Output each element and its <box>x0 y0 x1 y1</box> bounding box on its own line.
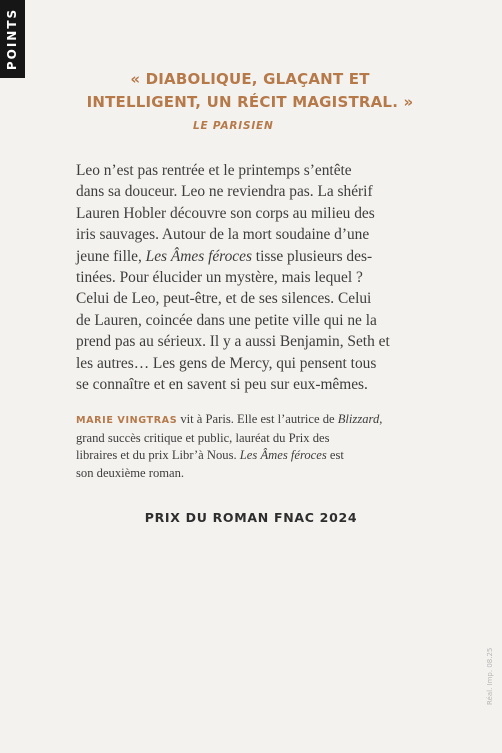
synopsis-line: se connaître et en savent si peu sur eux-mêmes. <box>76 376 368 394</box>
previous-book-title: Blizzard <box>337 412 380 426</box>
synopsis-text: jeune fille, <box>76 247 146 265</box>
award-line: PRIX DU ROMAN FNAC 2024 <box>144 510 358 525</box>
book-title: Les Âmes féroces <box>145 247 252 265</box>
synopsis <box>76 160 434 395</box>
bio-line <box>76 411 434 430</box>
bio-text: libraires et du prix Libr’à Nous. <box>76 448 240 462</box>
press-quote-source: LE PARISIEN <box>193 120 274 132</box>
synopsis-line <box>76 246 434 267</box>
publisher-logo-text: POINTS <box>5 7 19 71</box>
bio-text: , <box>379 412 383 426</box>
synopsis-line: Celui de Leo, peut-être, et de ses silences. Celui <box>76 290 372 308</box>
imprint-note: Réal. Imp. 08.25 <box>486 647 494 705</box>
book-title: Les Âmes féroces <box>239 448 327 462</box>
synopsis-line: les autres… Les gens de Mercy, qui pensent tous <box>76 354 377 372</box>
synopsis-line: dans sa douceur. Leo ne reviendra pas. La shérif <box>76 183 373 201</box>
press-quote-line-2: INTELLIGENT, UN RÉCIT MAGISTRAL. » <box>86 93 414 111</box>
synopsis-line: Leo n’est pas rentrée et le printemps s’entête <box>76 162 352 179</box>
press-quote-line-1: « DIABOLIQUE, GLAÇANT ET <box>130 70 370 88</box>
bio-line <box>76 447 434 465</box>
bio-text: est <box>326 448 344 462</box>
bio-text: vit à Paris. Elle est l’autrice de <box>177 412 338 426</box>
author-bio <box>76 411 434 482</box>
synopsis-text: tisse plusieurs des- <box>251 247 373 265</box>
synopsis-line: prend pas au sérieux. Il y a aussi Benjamin, Seth et <box>76 333 390 351</box>
bio-line: son deuxième roman. <box>76 465 185 480</box>
publisher-logo-tab <box>0 0 25 78</box>
bio-line: grand succès critique et public, lauréat du Prix des <box>76 430 330 445</box>
synopsis-line: tinées. Pour élucider un mystère, mais lequel ? <box>76 269 363 287</box>
press-quote <box>80 68 420 114</box>
synopsis-line: de Lauren, coincée dans une petite ville qui ne la <box>76 311 377 329</box>
synopsis-line: Lauren Hobler découvre son corps au milieu des <box>76 204 375 222</box>
synopsis-line: iris sauvages. Autour de la mort soudaine d’une <box>76 226 370 244</box>
author-name: MARIE VINGTRAS <box>76 415 178 426</box>
